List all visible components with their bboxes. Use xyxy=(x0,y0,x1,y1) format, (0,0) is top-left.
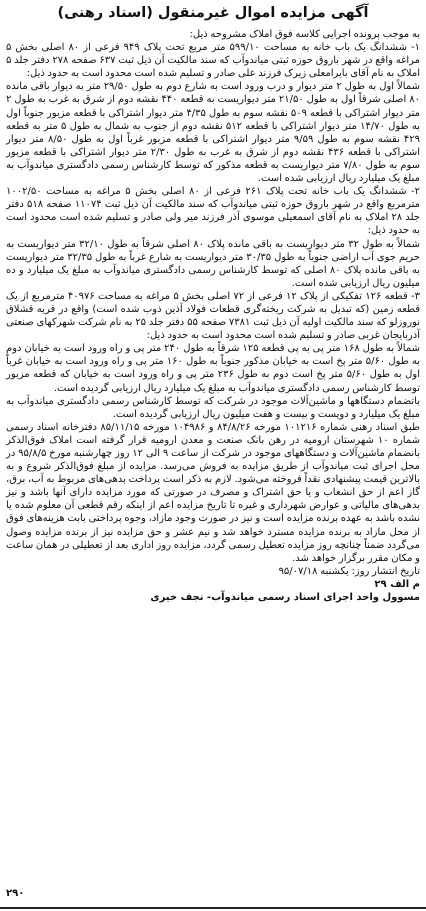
notice-signature: مسوول واحد اجرای اسناد رسمی میاندوآب- نجف خیری xyxy=(150,591,420,603)
notice-item-3-bounds: شمالاً به طول ۱۶۸ متر پی به پی قطعه ۱۲۵ شرقاً به طول ۲۴۰ متر پی و راه ورود است به خیابان دوم به طول ۵/۶۰ متر پخ است به خیابان مذکور جنوباً به طول ۱۶۰ متر پی و راه ورود است به خیابان غرباً اول به طول ۵/۶۰ متر پخ است دوم به طول ۲۳۶ متر پی و راه ورود است به خیابان که قطعه مزبور توسط کارشناس رسمی دادگستری میاندوآب به مبلغ یک میلیارد ریال ارزیابی گردیده است. xyxy=(6,343,421,394)
notice-intro: به موجب پرونده اجرایی کلاسه فوق املاک مشروحه ذیل: xyxy=(189,29,420,40)
page-number: ۲۹۰ xyxy=(6,888,25,899)
notice-item-1-bounds: شمالاً اول به طول ۲ متر دیوار و درب ورود است به شارع دوم به طول ۲۹/۵۰ متر به دیوار باقی مانده ۸۰ اصلی شرقاً اول به طول ۲۱/۵۰ متر دیواریست به قطعه ۴۴۰ نقشه دوم از شرق به غرب به طول ۲ متر دیوار اشتراکی با قطعه ۵۰۹ نقشه سوم به طول ۴/۳۵ متر دیوار اشتراکی با قطعه مزبور جنوباً اول به طول ۱۴/۷۰ متر دیوار اشتراکی با قطعه ۵۱۲ نقشه دوم از جنوب به شمال به طول ۵ متر به قطعه ۴۲۹ نقشه سوم به طول ۹/۵۹ متر دیوار اشتراکی با قطعه مزبور غرباً اول به طول ۸/۵۰ متر دیوار اشتراکی با قطعه ۴۳۶ نقشه دوم از شرق به غرب به طول ۲/۳۰ متر دیوار اشتراکی با قطعه مزبور سوم به طول ۷/۸۰ متر دیواریست به قطعه مذکور که توسط کارشناس رسمی دادگستری میاندوآب به مبلغ یک میلیارد ریال ارزیابی شده است. xyxy=(6,81,421,185)
notice-item-1: ۱- ششدانگ یک باب خانه به مساحت ۵۹۹/۱۰ متر مربع تحت پلاک ۹۴۹ فرعی از ۸۰ اصلی بخش ۵ مراغه واقع در شهر باروق حوزه ثبتی میاندوآب که سند مالکیت آن ذیل ثبت ۶۳۷ صفحه ۲۷۸ دفتر جلد ۵ املاک به نام آقای بایرامعلی زیرک فرزند علی صادر و تسلیم شده است محدود است به حدود ذیل: xyxy=(6,42,420,80)
notice-item-3: ۳- قطعه ۱۲۶ تفکیکی از پلاک ۱۲ فرعی از ۷۲ اصلی بخش ۵ مراغه به مساحت ۴۰۹۷۶ مترمربع از یک قطعه زمین (که تبدیل به شرکت ریخته‌گری قطعات فولاد آذین ذوب شده است) واقع در قریه قشلاق نوروزلو که سند مالکیت اولیه آن ذیل ثبت ۷۳۸۱ صفحه ۵۵ دفتر جلد ۲۵ به نام شرکت شهرکهای صنعتی آذربایجان غربی صادر و تسلیم شده است محدود است به حدود ذیل: xyxy=(6,290,420,342)
notice-reference: م الف ۲۹ xyxy=(374,578,420,590)
notice-machinery: باتضمام دستگاهها و ماشین‌آلات موجود در شرکت که توسط کارشناس رسمی دادگستری میاندوآب به مبلغ یک میلیارد و دویست و بیست و هفت میلیون ریال ارزیابی گردیده است. xyxy=(6,395,420,420)
bottom-divider xyxy=(0,907,426,909)
notice-title: آگهی مزایده اموال غیرمنقول (اسناد رهنی) xyxy=(57,5,369,21)
publish-date: تاریخ انتشار روز: یکشنبه ۹۵/۰۷/۱۸ xyxy=(278,565,420,577)
notice-terms: طبق اسناد رهنی شماره ۱۰۱۲۱۶ مورخه ۸۴/۸/۲۶ و ۱۰۴۹۸۶ مورخه ۸۵/۱۱/۱۵ دفترخانه اسناد رسمی شماره ۱۰ شهرستان ارومیه در رهن بانک صنعت و معدن ارومیه قرار گرفته است املاک فوق‌الذکر بانضمام ماشین‌آلات و دستگاههای موجود در شرکت از ساعت ۹ الی ۱۲ روز چهارشنبه مورخ ۹۵/۸/۵ در محل اجرای ثبت میاندوآب از طریق مزایده به فروش می‌رسد. مزایده از مبلغ فوق‌الذکر شروع و به بالاترین قیمت پیشنهادی نقداً فروخته می‌شود. لازم به ذکر است پرداخت بدهی‌های مربوط به آب، برق، گاز اعم از حق انشعاب و یا حق اشتراک و مصرف در صورتی که مورد مزایده دارای آنها باشد و نیز بدهی‌های مالیاتی و عوارض شهرداری و غیره تا تاریخ مزایده اعم از اینکه رقم قطعی آن معلوم شده یا نشده باشد به عهده برنده مزایده است و نیز در صورت وجود مازاد، وجوه پرداختی بابت هزینه‌های فوق از محل مازاد به برنده مزایده مسترد خواهد شد و نیم عشر و حق مزایده نیز از برنده مزایده وصول می‌گردد ضمناً چنانچه روز مزایده تعطیل رسمی گردد، مزایده روز اداری بعد از تعطیلی در همان ساعت و مکان مقرر برگزار خواهد شد. xyxy=(6,421,420,564)
notice-footer xyxy=(6,578,420,591)
notice-item-2: ۲- ششدانگ یک باب خانه تحت پلاک ۲۶۱ فرعی از ۸۰ اصلی بخش ۵ مراغه به مساحت ۱۰۰۲/۵۰ مترمربع واقع در شهر باروق حوزه ثبتی میاندوآب که سند مالکیت آن ذیل ثبت ۱۱۰۷۴ صفحه ۵۱۸ دفتر جلد ۲۸ املاک به نام آقای اسمعیلی موسوی آذر فرزند میر ولی صادر و تسلیم شده است محدود است به حدود ذیل: xyxy=(6,186,421,237)
notice-item-2-bounds: شمالاً به طول ۳۲ متر دیواریست به باقی مانده پلاک ۸۰ اصلی شرقاً به طول ۳۲/۱۰ متر دیواریست به حریم جوی آب اراضی جنوباً به طول ۳۰/۳۵ متر دیواریست به شارع غرباً به طول ۳۲/۳۵ متر دیواریست به باقی مانده پلاک ۸۰ اصلی که توسط کارشناس رسمی دادگستری میاندوآب به مبلغ یک میلیارد و ده میلیون ریال ارزیابی شده است. xyxy=(6,238,421,289)
